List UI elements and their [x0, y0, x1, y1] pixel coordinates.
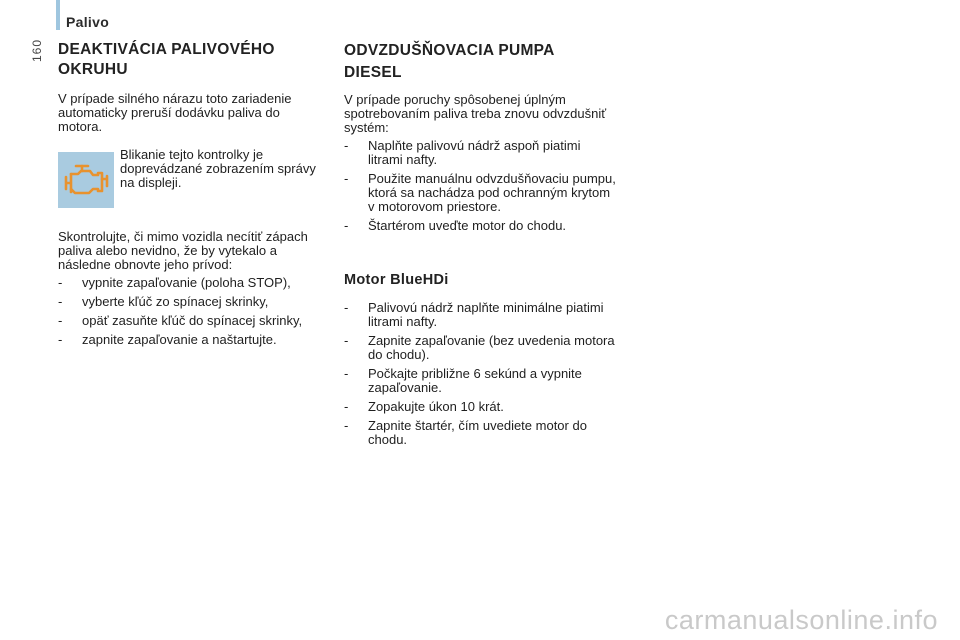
right-steps-list — [344, 139, 616, 233]
left-heading: DEAKTIVÁCIA PALIVOVÉHO OKRUHU — [58, 41, 275, 78]
list-item: - vyberte kľúč zo spínacej skrinky, — [58, 294, 269, 309]
right-intro: V prípade poruchy spôsobenej úplným spotrebovaním paliva treba znovu odvzdušniť systém: — [344, 92, 607, 135]
list-item: - Palivovú nádrž naplňte minimálne piatimi litrami nafty. — [344, 300, 604, 329]
list-item: - Zapnite štartér, čím uvediete motor do chodu. — [344, 418, 587, 447]
left-intro: V prípade silného nárazu toto zariadenie automaticky preruší dodávku paliva do motora. — [58, 91, 292, 134]
list-item: - zapnite zapaľovanie a naštartujte. — [58, 332, 277, 347]
section-title: Palivo — [66, 14, 110, 30]
header-accent-bar — [56, 0, 60, 30]
left-column — [58, 40, 323, 352]
check-text: Skontrolujte, či mimo vozidla necítiť zápach paliva alebo nevidno, že by vytekalo a následne obnovte jeho prívod: — [58, 229, 308, 272]
list-item: - Zapnite zapaľovanie (bez uvedenia motora do chodu). — [344, 333, 615, 362]
list-item: - Naplňte palivovú nádrž aspoň piatimi litrami nafty. — [344, 138, 581, 167]
warning-text: Blikanie tejto kontrolky je doprevádzané zobrazením správy na displeji. — [120, 147, 316, 190]
bluehdi-steps-list — [344, 301, 616, 447]
list-item: - opäť zasuňte kľúč do spínacej skrinky, — [58, 313, 303, 328]
right-column — [344, 40, 616, 452]
list-item: - Štartérom uveďte motor do chodu. — [344, 218, 567, 233]
list-item: - vypnite zapaľovanie (poloha STOP), — [58, 275, 291, 290]
page-number: 160 — [30, 38, 44, 62]
left-steps-list — [58, 276, 323, 347]
bluehdi-heading: Motor BlueHDi — [344, 272, 449, 288]
warning-block — [58, 148, 323, 218]
list-item: - Použite manuálnu odvzdušňovaciu pumpu, ktorá sa nachádza pod ochranným krytom v motorovom priestore. — [344, 171, 616, 214]
right-heading: ODVZDUŠŇOVACIA PUMPA DIESEL — [344, 42, 555, 81]
warning-icon-box — [58, 152, 114, 208]
engine-warning-icon — [62, 162, 110, 198]
watermark: carmanualsonline.info — [664, 605, 938, 635]
list-item: - Počkajte približne 6 sekúnd a vypnite zapaľovanie. — [344, 366, 582, 395]
list-item: - Zopakujte úkon 10 krát. — [344, 399, 504, 414]
